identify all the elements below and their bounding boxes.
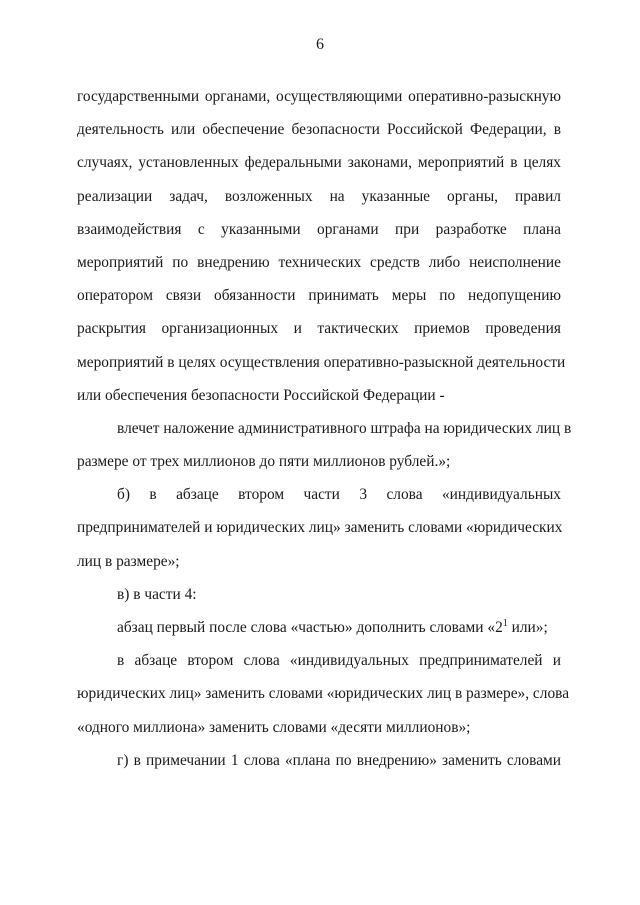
text-line: случаях, установленных федеральными законами, мероприятий в целях — [77, 154, 561, 172]
text-line: б) в абзаце втором части 3 слова «индивидуальных — [117, 486, 561, 504]
page-number: 6 — [316, 36, 324, 53]
text-line: лиц в размере»; — [77, 552, 180, 570]
text-line: «одного миллиона» заменить словами «десяти миллионов»; — [77, 718, 471, 736]
text-line: предпринимателей и юридических лиц» заменить словами «юридических — [77, 519, 563, 537]
text-line: размере от трех миллионов до пяти миллионов рублей.»; — [77, 453, 451, 471]
text-segment: абзац первый после слова «частью» дополнить словами «2 — [117, 619, 503, 636]
text-line: мероприятий по внедрению технических средств либо неисполнение — [77, 253, 561, 271]
text-segment: или»; — [507, 619, 548, 636]
text-line: оператором связи обязанности принимать меры по недопущению — [77, 287, 561, 305]
text-line: реализации задач, возложенных на указанные органы, правил — [77, 187, 561, 205]
text-line: или обеспечения безопасности Российской Федерации - — [77, 386, 445, 404]
text-line: юридических лиц» заменить словами «юридических лиц в размере», слова — [77, 685, 570, 703]
superscript: 1 — [502, 618, 508, 629]
text-line: г) в примечании 1 слова «плана по внедрению» заменить словами — [117, 751, 561, 769]
document-body — [77, 80, 572, 777]
text-line: деятельность или обеспечение безопасности Российской Федерации, в — [77, 121, 561, 139]
text-line: государственными органами, осуществляющими оперативно-разыскную — [77, 88, 561, 105]
text-line — [77, 611, 561, 644]
text-line: влечет наложение административного штрафа на юридических лиц в — [117, 419, 572, 437]
text-line: в абзаце втором слова «индивидуальных предпринимателей и — [117, 652, 561, 670]
text-line: в) в части 4: — [117, 585, 197, 603]
text-line: мероприятий в целях осуществления оперативно-разыскной деятельности — [77, 353, 566, 371]
text-line: взаимодействия с указанными органами при разработке плана — [77, 220, 561, 238]
text-line: раскрытия организационных и тактических приемов проведения — [77, 320, 561, 338]
